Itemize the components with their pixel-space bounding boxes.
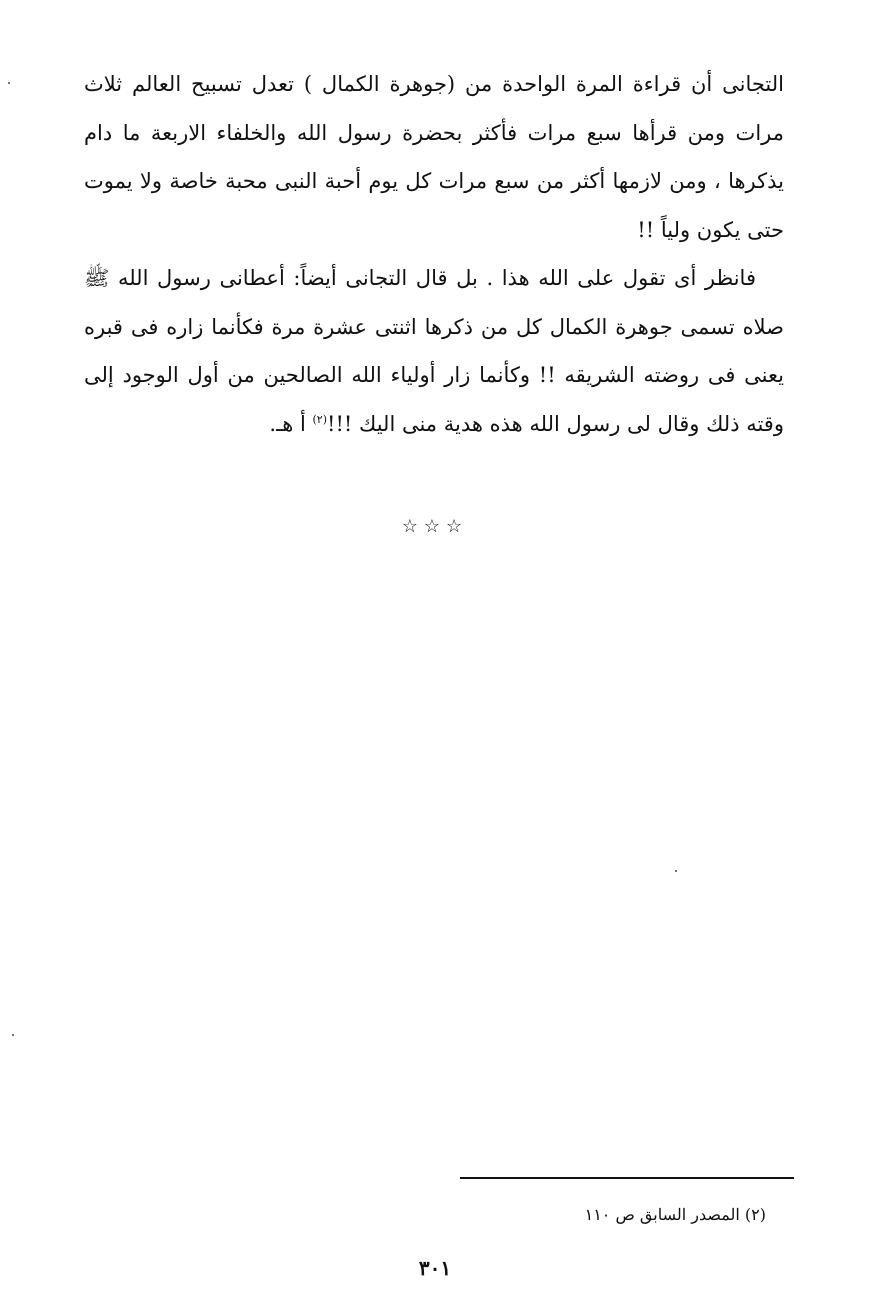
scan-speck — [675, 870, 677, 872]
paragraph-2-tail: أ هـ. — [269, 411, 313, 436]
paragraph-2-text: فانظر أى تقول على الله هذا . بل قال التجانى أيضاً: أعطانى رسول الله ﷺ صلاه تسمى جوهرة الكمال كل من ذكرها اثنتى عشرة مرة فكأنما زاره فى قبره يعنى فى روضته الشريقه !! وكأنما زار أولياء الله الصالحين من أول الوجود إلى وقته ذلك وقال لى رسول الله هذه هدية منى اليك !!! — [84, 266, 784, 436]
page-number: ٣٠١ — [418, 1256, 452, 1280]
scan-speck — [12, 1034, 14, 1036]
paragraph-2 — [84, 254, 784, 448]
footnote: (٢) المصدر السابق ص ١١٠ — [584, 1205, 766, 1224]
footnote-separator — [460, 1177, 794, 1179]
paragraph-1: التجانى أن قراءة المرة الواحدة من (جوهرة الكمال ) تعدل تسبيح العالم ثلاث مرات ومن قرأها سبع مرات فأكثر بحضرة رسول الله والخلفاء الاربعة ما دام يذكرها ، ومن لازمها أكثر من سبع مرات كل يوم أحبة النبى محبة خاصة ولا يموت حتى يكون ولياً !! — [84, 72, 784, 242]
body-text — [84, 60, 784, 448]
footnote-reference: (٢) — [312, 412, 328, 426]
section-divider-stars: ☆☆☆ — [401, 516, 469, 537]
scan-speck — [8, 82, 10, 84]
